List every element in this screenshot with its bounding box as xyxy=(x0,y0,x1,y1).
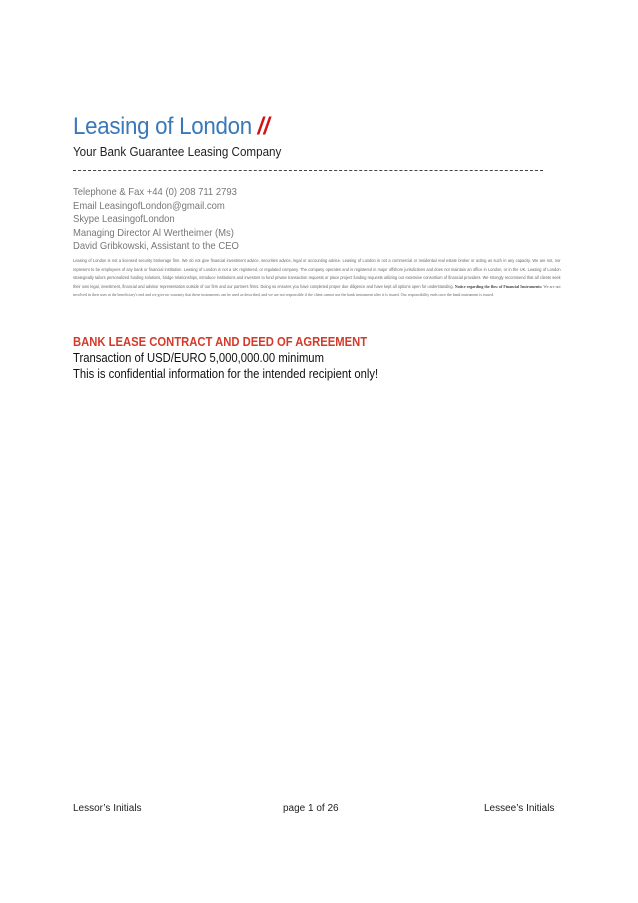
disclaimer-paragraph xyxy=(73,257,561,300)
company-title xyxy=(73,113,269,141)
title-slash-mark: // xyxy=(257,113,270,140)
notice-label: Notice regarding the flow of Financial Instruments: xyxy=(454,283,543,289)
footer-page-number: page 1 of 26 xyxy=(283,803,339,814)
company-tagline: Your Bank Guarantee Leasing Company xyxy=(73,145,282,159)
contact-skype: Skype LeasingofLondon xyxy=(73,214,175,226)
company-name: Leasing of London xyxy=(73,113,252,140)
contract-heading: BANK LEASE CONTRACT AND DEED OF AGREEMENT xyxy=(73,335,368,349)
contact-assistant: David Gribkowski, Assistant to the CEO xyxy=(73,241,239,253)
confidential-line: This is confidential information for the intended recipient only! xyxy=(73,366,379,381)
contact-block xyxy=(73,186,239,254)
contact-director: Managing Director Al Wertheimer (Ms) xyxy=(73,227,234,239)
header-divider xyxy=(73,170,543,171)
contact-phone: Telephone & Fax +44 (0) 208 711 2793 xyxy=(73,187,237,198)
footer-lessor-initials: Lessor’s Initials xyxy=(73,803,142,814)
footer-lessee-initials: Lessee’s Initials xyxy=(484,803,555,814)
disclaimer-text: Leasing of London is not a licensed security brokerage firm. We do not give financial investment advice, securities advice, legal or accounting advice. Leasing of London is not a commercial or residential real estate broker or acting as such in any capacity. We are not, nor represent to be employees of any bank or financial institution. Leasing of London is not a UK registered, or regulated company. The company operates and is registered in major offshore jurisdictions and does not maintain an office in London, or in the UK. Leasing of London strategically tailors personalized funding solutions, bridge relationships, introduce institutions and investors to fund private transaction requests or place project funding requests utilizing our extensive consortium of financial providers. We strongly recommend that all clients seek their own legal, investment, financial and advisor representation outside of our firm and our partners firms. Doing so ensures you have completed proper due diligence and have kept all options open for understanding. xyxy=(73,258,561,289)
contract-details xyxy=(73,351,378,382)
contact-email: Email LeasingofLondon@gmail.com xyxy=(73,200,225,212)
notice-text: We are not involved in their uses at the beneficiary's end and we give no warranty that these instruments can be used as described, and we are not responsible if the client cannot use the bank instrument after it is issued. Our responsibility ends once the bank instrument is issued. xyxy=(73,283,561,298)
transaction-line: Transaction of USD/EURO 5,000,000.00 minimum xyxy=(73,351,324,365)
